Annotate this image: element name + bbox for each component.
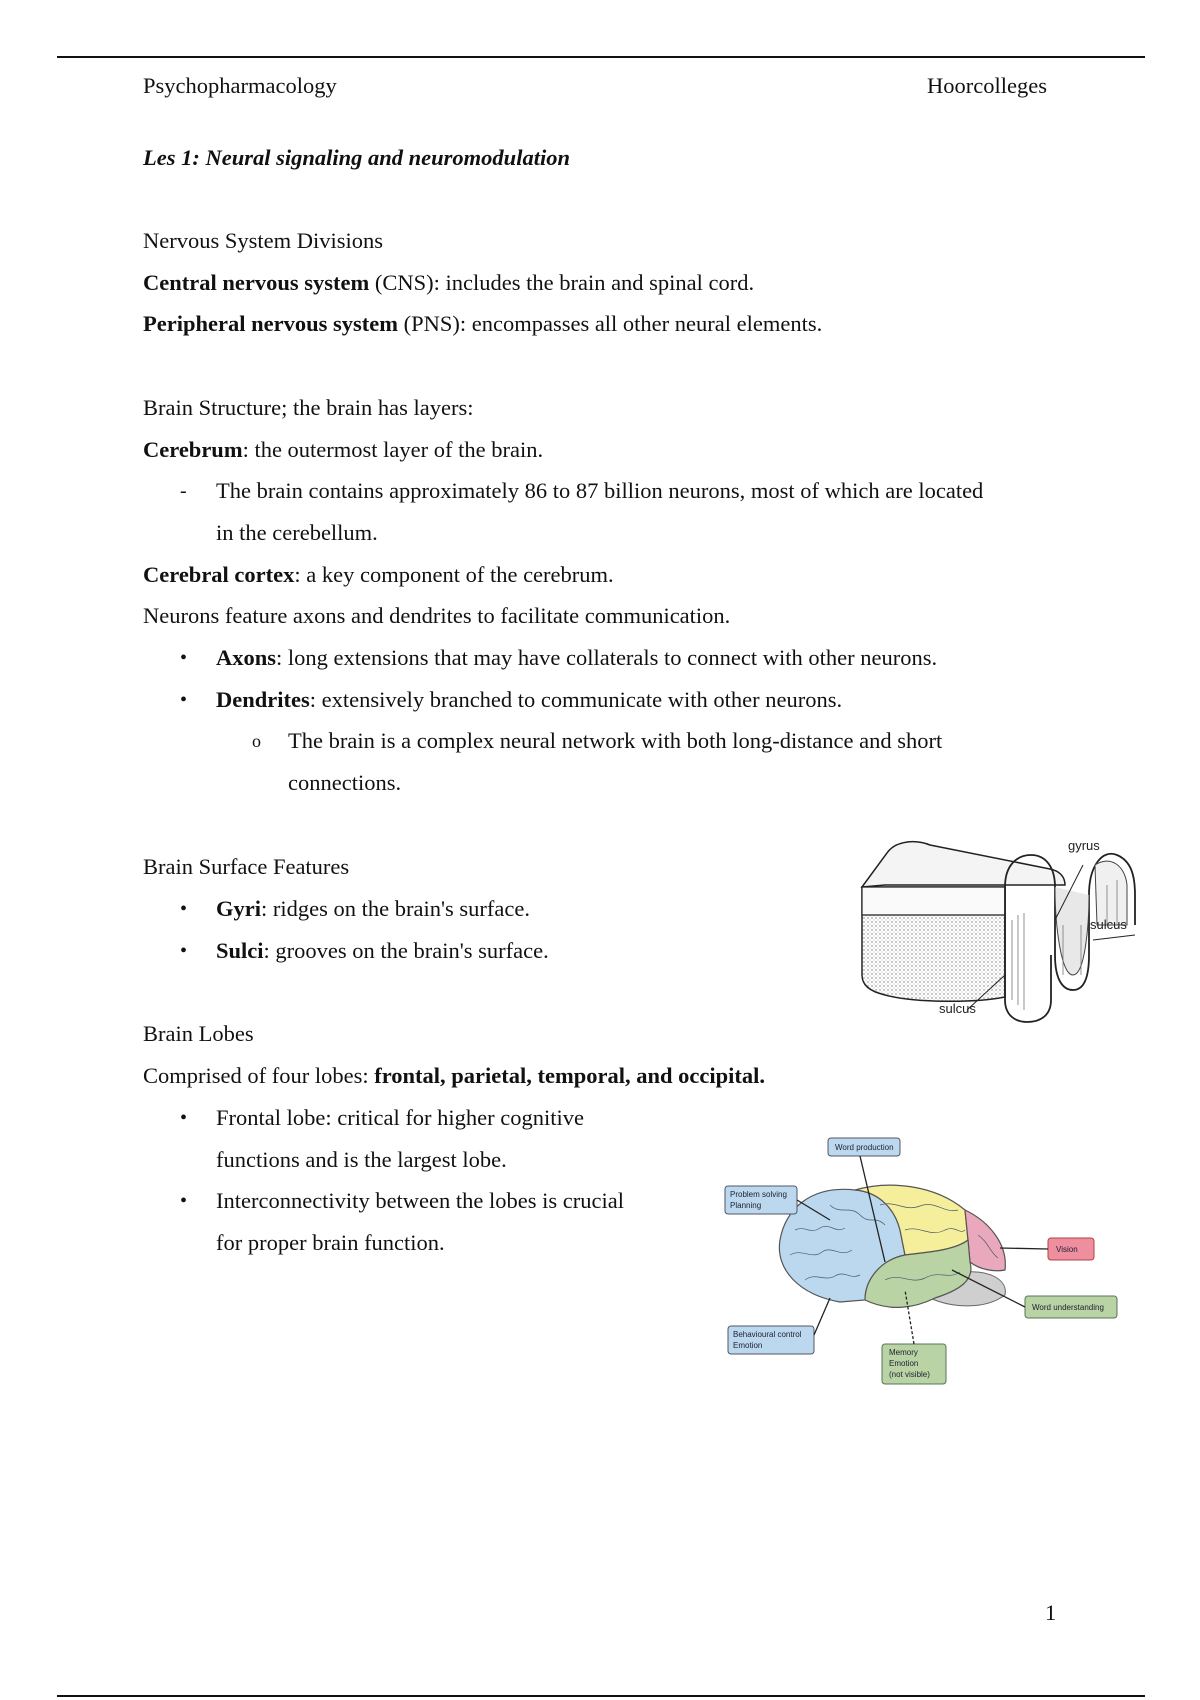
divisions-heading: Nervous System Divisions xyxy=(143,228,384,253)
page-number: 1 xyxy=(1045,1600,1057,1625)
gyri-description: : ridges on the brain's surface. xyxy=(261,896,530,921)
network-line-1: The brain is a complex neural network with both long-distance and short xyxy=(288,728,943,753)
cerebrum-description: : the outermost layer of the brain. xyxy=(242,437,544,462)
bullet-marker: • xyxy=(180,689,188,711)
occipital-lobe-region xyxy=(965,1210,1005,1271)
axons-description: : long extensions that may have collaterals to connect with other neurons. xyxy=(276,645,938,670)
bullet-marker: • xyxy=(180,647,188,669)
axons-line xyxy=(216,643,937,673)
bottom-rule xyxy=(57,1695,1145,1697)
pns-description: (PNS): encompasses all other neural elements. xyxy=(397,311,823,336)
planning-label: Planning xyxy=(730,1201,762,1210)
lobes-intro xyxy=(143,1061,765,1091)
sulcus-bottom-label: sulcus xyxy=(939,1001,976,1016)
problem-solving-label: Problem solving xyxy=(730,1190,787,1199)
lobes-heading: Brain Lobes xyxy=(143,1021,254,1046)
memory-emotion-label: Emotion xyxy=(889,1359,919,1368)
neurons-line-1: The brain contains approximately 86 to 87 billion neurons, most of which are located xyxy=(216,478,984,503)
frontal-line-1: Frontal lobe: critical for higher cognitive xyxy=(216,1105,585,1130)
circle-marker: o xyxy=(252,731,261,751)
cortex-term: Cerebral cortex xyxy=(143,562,295,587)
surface-heading: Brain Surface Features xyxy=(143,854,350,879)
pns-term: Peripheral nervous system xyxy=(143,311,398,336)
cortex-description: : a key component of the cerebrum. xyxy=(294,562,614,587)
frontal-line-2: functions and is the largest lobe. xyxy=(216,1147,507,1172)
word-understanding-label: Word understanding xyxy=(1032,1303,1104,1312)
brain-lobes-figure xyxy=(690,1130,1130,1390)
structure-heading: Brain Structure; the brain has layers: xyxy=(143,395,474,420)
inter-line-2: for proper brain function. xyxy=(216,1230,445,1255)
gyrus-sulcus-figure xyxy=(855,825,1145,1025)
sulci-line xyxy=(216,936,549,966)
bullet-marker: • xyxy=(180,898,188,920)
dash-marker: - xyxy=(180,480,187,502)
bullet-marker: • xyxy=(180,1107,188,1129)
cerebrum-line xyxy=(143,435,543,465)
gyrus-label: gyrus xyxy=(1068,838,1100,853)
lobes-intro-text: Comprised of four lobes: xyxy=(143,1063,375,1088)
dendrites-term: Dendrites xyxy=(216,687,310,712)
pns-line xyxy=(143,309,822,339)
network-line-2: connections. xyxy=(288,770,402,795)
lecture-title: Les 1: Neural signaling and neuromodulation xyxy=(143,145,570,170)
sulci-term: Sulci xyxy=(216,938,264,963)
sulci-description: : grooves on the brain's surface. xyxy=(263,938,549,963)
axons-intro: Neurons feature axons and dendrites to facilitate communication. xyxy=(143,603,731,628)
word-production-label: Word production xyxy=(835,1143,894,1152)
sulcus-right-label: sulcus xyxy=(1090,917,1127,932)
cns-description: (CNS): includes the brain and spinal cord. xyxy=(369,270,755,295)
bullet-marker: • xyxy=(180,940,188,962)
bullet-marker: • xyxy=(180,1190,188,1212)
memory-not-visible-label: (not visible) xyxy=(889,1370,930,1379)
cortex-line xyxy=(143,560,614,590)
cerebrum-term: Cerebrum xyxy=(143,437,243,462)
cns-term: Central nervous system xyxy=(143,270,370,295)
lobes-list: frontal, parietal, temporal, and occipital. xyxy=(374,1063,766,1088)
gyri-line xyxy=(216,894,530,924)
gyri-term: Gyri xyxy=(216,896,261,921)
top-rule xyxy=(57,56,1145,58)
inter-line-1: Interconnectivity between the lobes is crucial xyxy=(216,1188,624,1213)
header-type: Hoorcolleges xyxy=(927,73,1047,98)
neurons-line-2: in the cerebellum. xyxy=(216,520,378,545)
axons-term: Axons xyxy=(216,645,277,670)
behavioural-control-label: Behavioural control xyxy=(733,1330,802,1339)
header-course: Psychopharmacology xyxy=(143,73,337,98)
memory-label: Memory xyxy=(889,1348,918,1357)
behavioural-emotion-label: Emotion xyxy=(733,1341,763,1350)
dendrites-description: : extensively branched to communicate with other neurons. xyxy=(309,687,843,712)
cns-line xyxy=(143,268,754,298)
dendrites-line xyxy=(216,685,842,715)
vision-label: Vision xyxy=(1056,1245,1078,1254)
